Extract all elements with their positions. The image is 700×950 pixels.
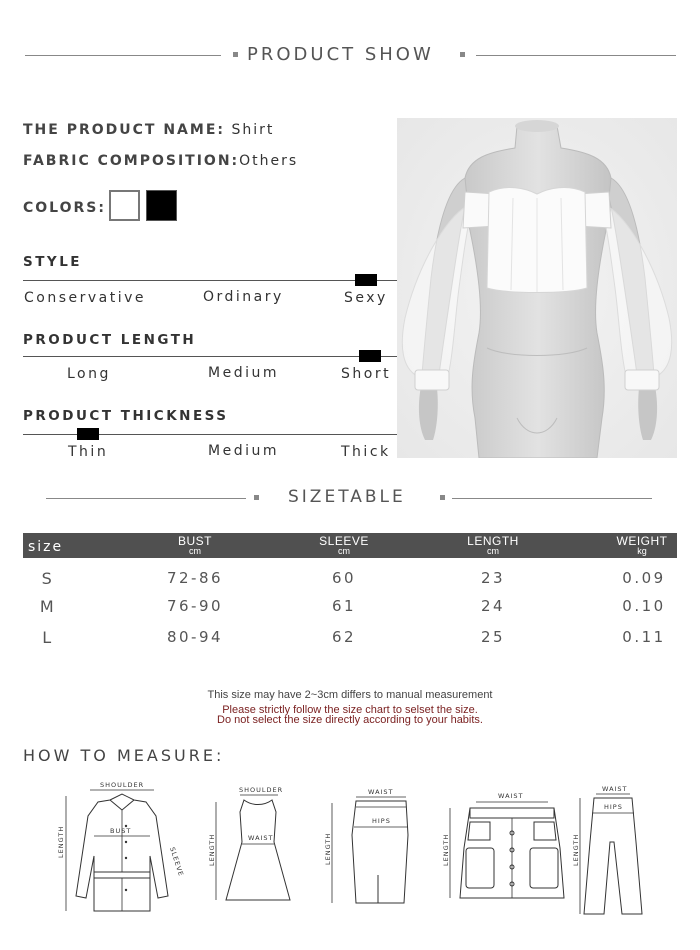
- cell-size: M: [39, 597, 57, 616]
- jacket-measure-diagram: [50, 776, 190, 921]
- header-rule-right: [476, 55, 676, 56]
- col-header-sleeve-label: SLEEVE: [319, 534, 369, 548]
- thickness-option-thick: Thick: [341, 444, 391, 460]
- length-label: LENGTH: [324, 832, 332, 865]
- cell-length: 23: [480, 569, 506, 587]
- length-scale-line: [23, 356, 397, 357]
- cell-length: 24: [480, 597, 506, 615]
- waist-label: WAIST: [498, 792, 524, 800]
- header-rule-left: [25, 55, 221, 56]
- cell-sleeve: 61: [331, 597, 357, 615]
- thickness-option-thin: Thin: [68, 444, 109, 460]
- style-title: STYLE: [23, 254, 83, 270]
- cell-sleeve: 62: [331, 628, 357, 646]
- fabric-value: Others: [239, 153, 299, 169]
- length-label: LENGTH: [442, 833, 450, 866]
- col-header-weight: [607, 535, 677, 556]
- cell-bust: 72-86: [166, 569, 224, 587]
- sizetable-dot-left: [254, 495, 259, 500]
- header-dot-right: [460, 52, 465, 57]
- sizetable-rule-right: [452, 498, 652, 499]
- waist-label: WAIST: [602, 785, 628, 793]
- sizetable-rule-left: [46, 498, 246, 499]
- colors-label: COLORS:: [23, 200, 106, 216]
- product-photo: [397, 118, 677, 458]
- header-dot-left: [233, 52, 238, 57]
- cell-weight: 0.10: [622, 597, 666, 615]
- page-title: PRODUCT SHOW: [247, 44, 434, 65]
- length-option-medium: Medium: [208, 365, 279, 381]
- dress-measure-diagram: [204, 782, 294, 912]
- color-swatch-black[interactable]: [146, 190, 177, 221]
- sizetable-title: SIZETABLE: [288, 487, 406, 507]
- fabric-label: FABRIC COMPOSITION:: [23, 153, 240, 169]
- col-header-length: [458, 535, 528, 556]
- style-option-conservative: Conservative: [24, 290, 147, 306]
- style-option-sexy: Sexy: [344, 290, 388, 306]
- fabric-row: [23, 153, 298, 169]
- col-header-bust-unit: cm: [189, 546, 201, 556]
- product-name-label: THE PRODUCT NAME:: [23, 122, 225, 138]
- note-measurement-variance: This size may have 2~3cm differs to manual measurement: [207, 689, 493, 701]
- product-name-value: Shirt: [231, 122, 275, 138]
- col-header-size: [28, 538, 63, 556]
- thickness-selected-marker: [77, 428, 99, 440]
- length-title: PRODUCT LENGTH: [23, 332, 197, 348]
- length-selected-marker: [359, 350, 381, 362]
- col-header-sleeve: [309, 535, 379, 556]
- bust-label: BUST: [110, 827, 132, 835]
- col-header-sleeve-unit: cm: [338, 546, 350, 556]
- shorts-measure-diagram: [440, 788, 580, 908]
- cell-length: 25: [480, 628, 506, 646]
- length-option-long: Long: [67, 366, 111, 382]
- cell-weight: 0.11: [622, 628, 666, 646]
- skirt-measure-diagram: [320, 785, 410, 910]
- cell-size: L: [42, 628, 54, 647]
- cell-bust: 76-90: [166, 597, 224, 615]
- style-selected-marker: [355, 274, 377, 286]
- length-label: LENGTH: [57, 825, 65, 858]
- waist-label: WAIST: [368, 788, 394, 796]
- length-label: LENGTH: [572, 833, 580, 866]
- cell-sleeve: 60: [331, 569, 357, 587]
- col-header-weight-unit: kg: [637, 546, 647, 556]
- colors-row: [23, 200, 106, 216]
- col-header-bust-label: BUST: [177, 534, 212, 548]
- thickness-title: PRODUCT THICKNESS: [23, 408, 229, 424]
- shoulder-label: SHOULDER: [239, 786, 284, 794]
- cell-weight: 0.09: [622, 569, 666, 587]
- sleeve-label: SLEEVE: [168, 846, 186, 878]
- col-header-weight-label: WEIGHT: [616, 534, 668, 548]
- product-name-row: [23, 122, 274, 138]
- length-label: LENGTH: [208, 833, 216, 866]
- pants-measure-diagram: [570, 782, 650, 922]
- waist-label: WAIST: [248, 834, 274, 842]
- col-header-size-label: size: [28, 539, 64, 555]
- hips-label: HIPS: [372, 817, 391, 825]
- thickness-option-medium: Medium: [208, 443, 279, 459]
- style-option-ordinary: Ordinary: [203, 289, 284, 305]
- shoulder-label: SHOULDER: [100, 781, 145, 789]
- col-header-length-label: LENGTH: [467, 534, 519, 548]
- how-to-measure-title: HOW TO MEASURE:: [23, 746, 225, 765]
- length-option-short: Short: [341, 366, 392, 382]
- sizetable-dot-right: [440, 495, 445, 500]
- cell-bust: 80-94: [166, 628, 224, 646]
- col-header-length-unit: cm: [487, 546, 499, 556]
- note-habits: Do not select the size directly according to your habits.: [217, 714, 483, 726]
- note-follow-chart: Please strictly follow the size chart to selset the size.: [222, 704, 478, 716]
- hips-label: HIPS: [604, 803, 623, 811]
- style-scale-line: [23, 280, 397, 281]
- cell-size: S: [41, 569, 55, 588]
- col-header-bust: [160, 535, 230, 556]
- color-swatch-white[interactable]: [109, 190, 140, 221]
